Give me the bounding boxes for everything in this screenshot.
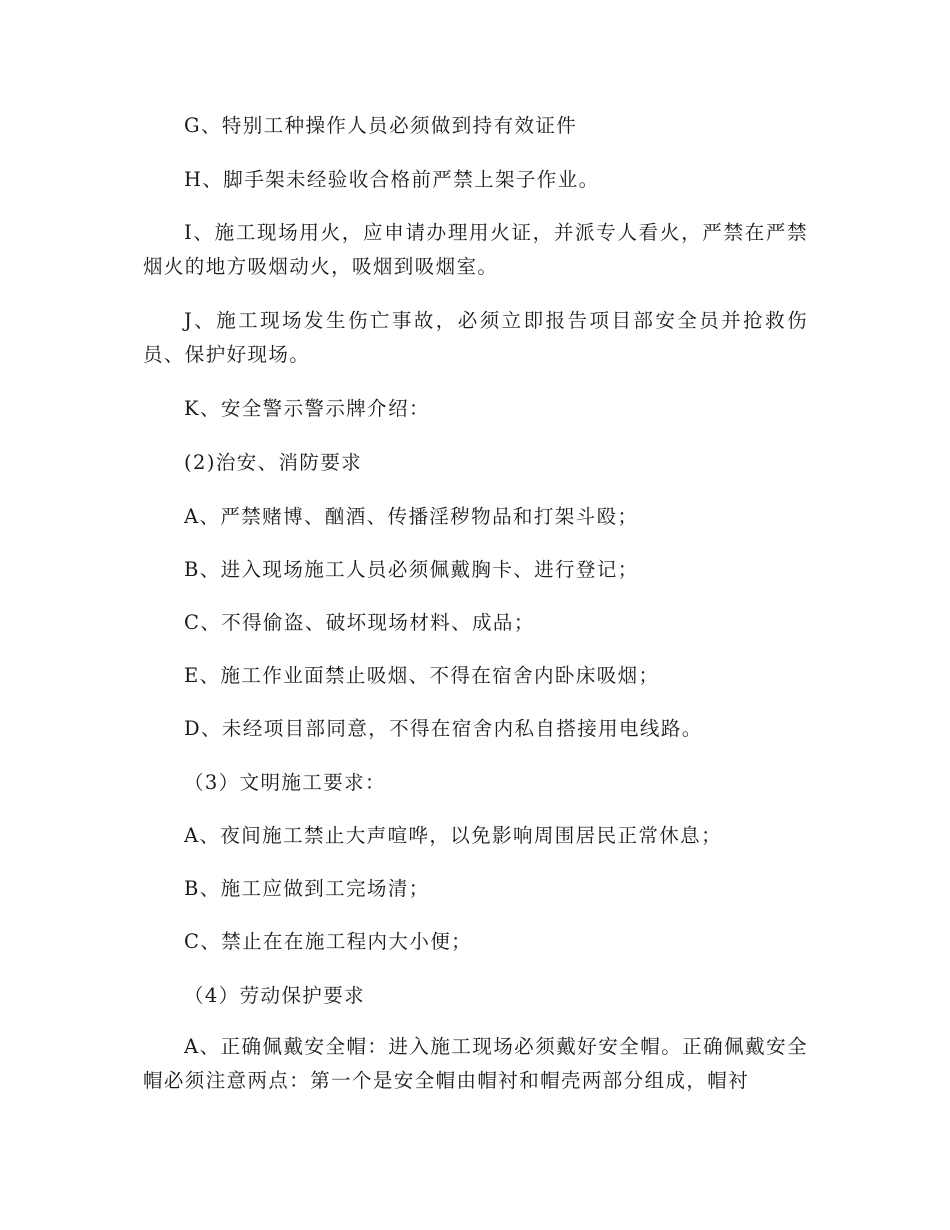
paragraph-security-e: E、施工作业面禁止吸烟、不得在宿舍内卧床吸烟；: [184, 664, 660, 687]
paragraph-civilized-c: C、禁止在在施工程内大小便；: [184, 930, 473, 953]
paragraph-labor-a: A、正确佩戴安全帽：进入施工现场必须戴好安全帽。正确佩戴安全帽必须注意两点：第一个是安全帽由帽衬和帽壳两部分组成，帽衬: [143, 1035, 808, 1092]
section-heading-labor-protection: （4）劳动保护要求: [184, 984, 366, 1007]
paragraph-security-c: C、不得偷盗、破坏现场材料、成品；: [184, 611, 535, 634]
paragraph-civilized-b: B、施工应做到工完场清；: [184, 877, 430, 900]
paragraph-k: K、安全警示警示牌介绍：: [184, 397, 430, 420]
paragraph-h: H、脚手架未经验收合格前严禁上架子作业。: [184, 168, 600, 191]
paragraph-security-a: A、严禁赌博、酗酒、传播淫秽物品和打架斗殴；: [184, 505, 639, 528]
paragraph-i: I、施工现场用火，应申请办理用火证，并派专人看火，严禁在严禁烟火的地方吸烟动火，吸烟到吸烟室。: [143, 221, 808, 278]
paragraph-j: J、施工现场发生伤亡事故，必须立即报告项目部安全员并抢救伤员、保护好现场。: [143, 309, 808, 366]
paragraph-civilized-a: A、夜间施工禁止大声喧哗，以免影响周围居民正常休息；: [184, 824, 722, 847]
section-heading-public-security: (2)治安、消防要求: [184, 451, 363, 474]
paragraph-g: G、特别工种操作人员必须做到持有效证件: [184, 114, 578, 137]
section-heading-civilized-construction: （3）文明施工要求：: [184, 771, 386, 794]
paragraph-security-b: B、进入现场施工人员必须佩戴胸卡、进行登记；: [184, 558, 639, 581]
paragraph-security-d: D、未经项目部同意，不得在宿舍内私自搭接用电线路。: [184, 717, 703, 740]
